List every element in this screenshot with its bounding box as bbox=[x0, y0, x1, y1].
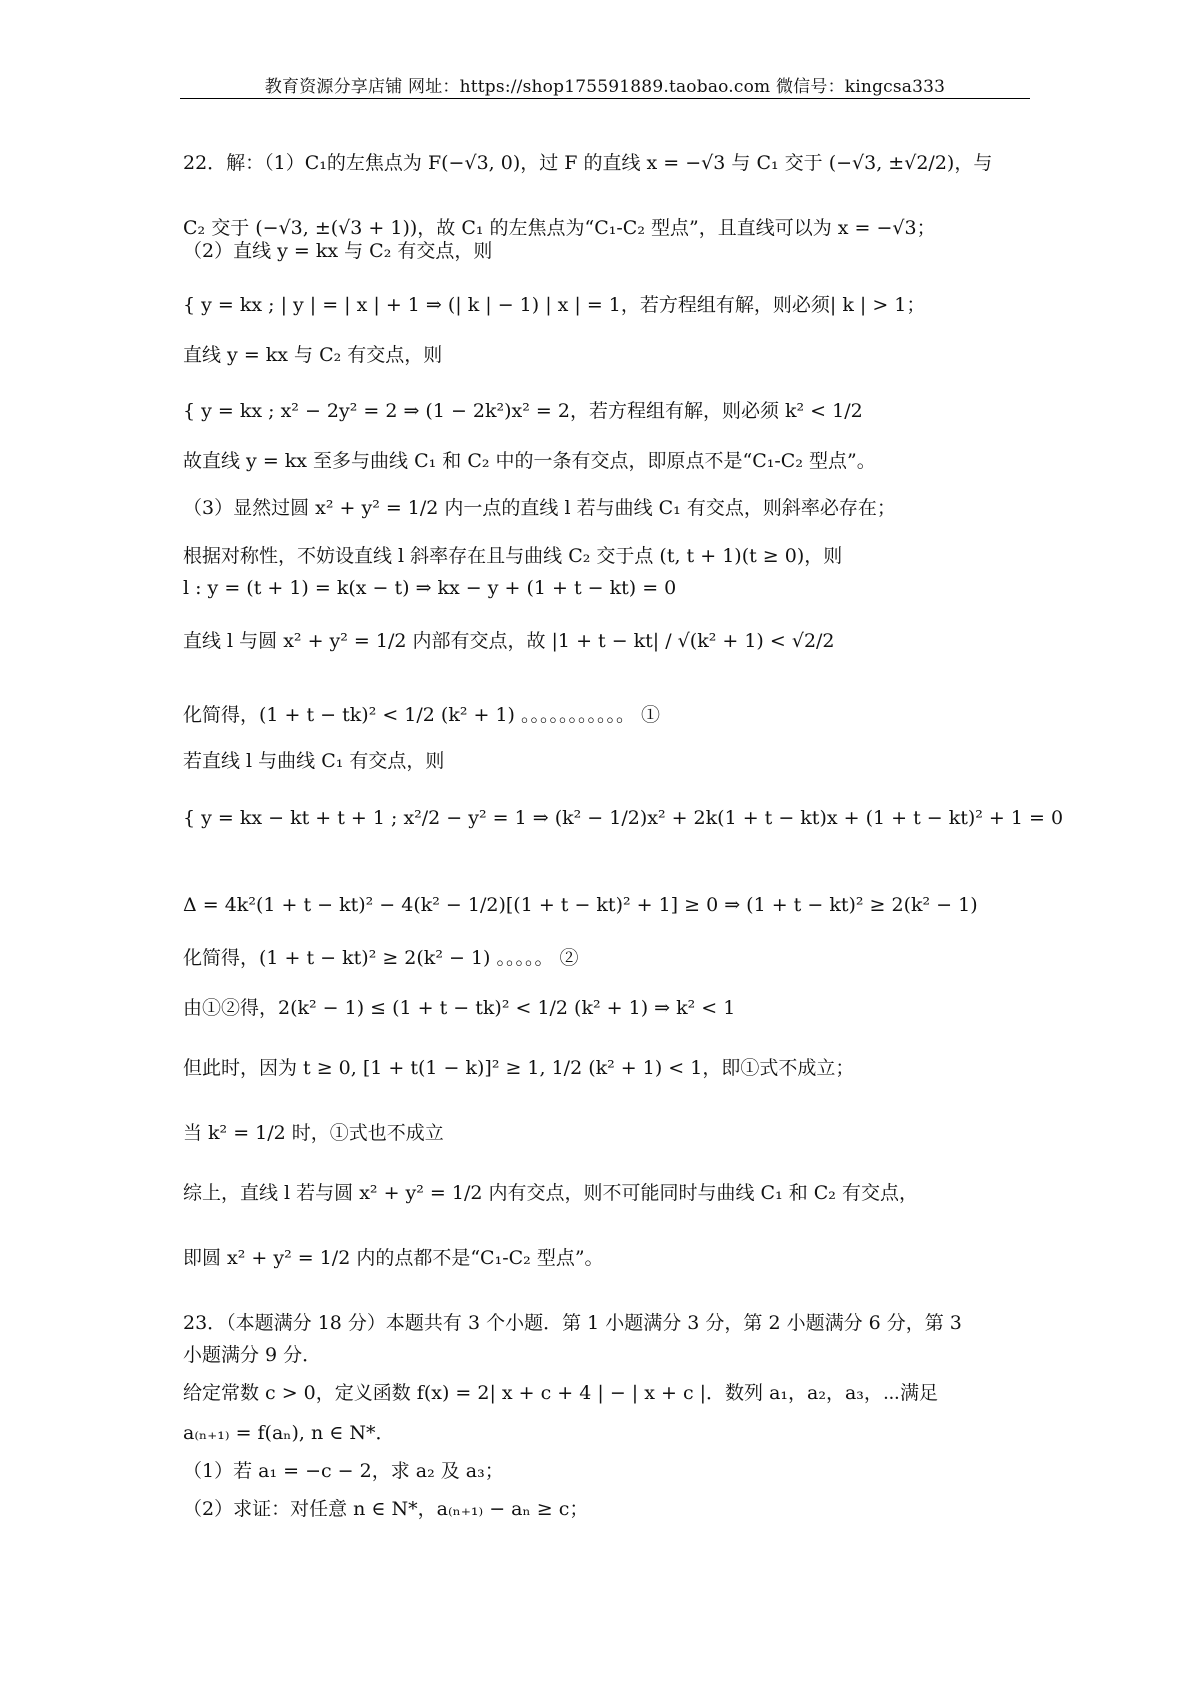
text-line: 直线 y = kx 与 C₂ 有交点，则 bbox=[183, 344, 443, 366]
text-line: 22．解：（1）C₁的左焦点为 F(−√3, 0)，过 F 的直线 x = −√3 与 C₁ 交于 (−√3, ±√2/2)，与 bbox=[183, 152, 993, 174]
text-line: 故直线 y = kx 至多与曲线 C₁ 和 C₂ 中的一条有交点，即原点不是“C₁-C₂ 型点”。 bbox=[183, 450, 876, 472]
text-line: Δ = 4k²(1 + t − kt)² − 4(k² − 1/2)[(1 + t − kt)² + 1] ≥ 0 ⇒ (1 + t − kt)² ≥ 2(k² − 1) bbox=[183, 894, 978, 916]
text-line: （3）显然过圆 x² + y² = 1/2 内一点的直线 l 若与曲线 C₁ 有交点，则斜率必存在； bbox=[183, 497, 896, 519]
text-line: a₍ₙ₊₁₎ = f(aₙ), n ∈ N*． bbox=[183, 1422, 395, 1444]
text-line: 小题满分 9 分． bbox=[183, 1344, 322, 1366]
text-line: （1）若 a₁ = −c − 2，求 a₂ 及 a₃； bbox=[183, 1460, 504, 1482]
text-line: 直线 l 与圆 x² + y² = 1/2 内部有交点，故 |1 + t − kt| / √(k² + 1) < √2/2 bbox=[183, 630, 835, 652]
text-line: C₂ 交于 (−√3, ±(√3 + 1))，故 C₁ 的左焦点为“C₁-C₂ 型点”，且直线可以为 x = −√3； bbox=[183, 217, 936, 239]
text-line: （2）直线 y = kx 与 C₂ 有交点，则 bbox=[183, 240, 493, 262]
text-line: 化简得，(1 + t − kt)² ≥ 2(k² − 1) 。。。。。 ② bbox=[183, 947, 579, 969]
text-line: 由①②得，2(k² − 1) ≤ (1 + t − tk)² < 1/2 (k² + 1) ⇒ k² < 1 bbox=[183, 997, 736, 1019]
text-line: { y = kx ; x² − 2y² = 2 ⇒ (1 − 2k²)x² = 2，若方程组有解，则必须 k² < 1/2 bbox=[183, 400, 863, 422]
text-line: 综上，直线 l 若与圆 x² + y² = 1/2 内有交点，则不可能同时与曲线 C₁ 和 C₂ 有交点， bbox=[183, 1182, 918, 1204]
text-line: 给定常数 c > 0，定义函数 f(x) = 2| x + c + 4 | − | x + c |．数列 a₁，a₂，a₃，⋯满足 bbox=[183, 1382, 939, 1404]
text-line: （2）求证：对任意 n ∈ N*，a₍ₙ₊₁₎ − aₙ ≥ c； bbox=[183, 1498, 589, 1520]
text-line: l : y = (t + 1) = k(x − t) ⇒ kx − y + (1 + t − kt) = 0 bbox=[183, 577, 677, 599]
text-line: 若直线 l 与曲线 C₁ 有交点，则 bbox=[183, 750, 445, 772]
text-line: 根据对称性，不妨设直线 l 斜率存在且与曲线 C₂ 交于点 (t, t + 1)(t ≥ 0)，则 bbox=[183, 545, 843, 567]
text-line: { y = kx − kt + t + 1 ; x²/2 − y² = 1 ⇒ (k² − 1/2)x² + 2k(1 + t − kt)x + (1 + t − kt)² + 1 = 0 bbox=[183, 807, 1064, 829]
page-header: 教育资源分享店铺 网址：https://shop175591889.taobao.com 微信号：kingcsa333 bbox=[264, 77, 946, 97]
header-divider bbox=[180, 98, 1030, 99]
text-line: 但此时，因为 t ≥ 0, [1 + t(1 − k)]² ≥ 1, 1/2 (k² + 1) < 1，即①式不成立； bbox=[183, 1057, 855, 1079]
text-line: 当 k² = 1/2 时，①式也不成立 bbox=[183, 1122, 444, 1144]
text-line: { y = kx ; | y | = | x | + 1 ⇒ (| k | − 1) | x | = 1，若方程组有解，则必须| k | > 1； bbox=[183, 294, 926, 316]
text-line: 23．（本题满分 18 分）本题共有 3 个小题．第 1 小题满分 3 分，第 2 小题满分 6 分，第 3 bbox=[183, 1312, 962, 1334]
text-line: 化简得，(1 + t − tk)² < 1/2 (k² + 1) 。。。。。。。。。。。 ① bbox=[183, 704, 661, 726]
text-line: 即圆 x² + y² = 1/2 内的点都不是“C₁-C₂ 型点”。 bbox=[183, 1247, 604, 1269]
